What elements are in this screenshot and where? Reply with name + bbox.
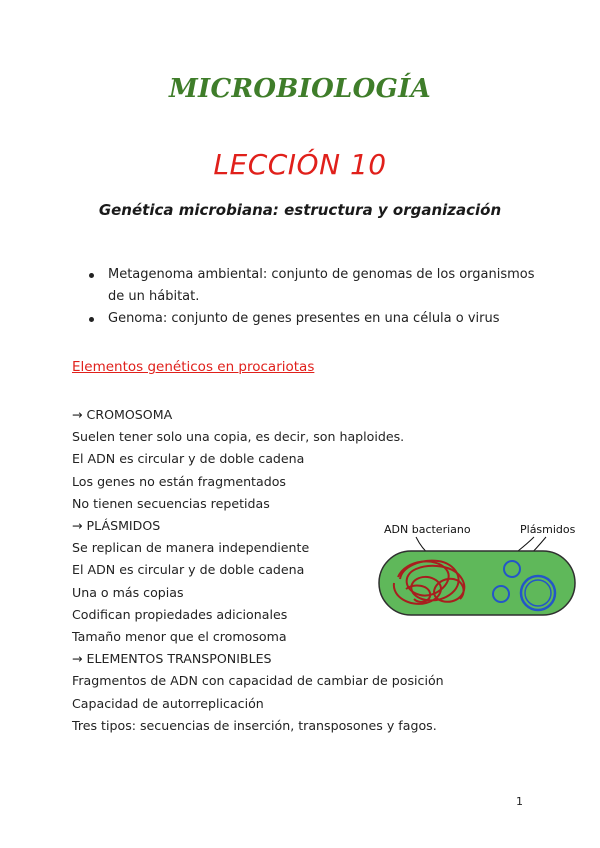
- text-line: Una o más copias: [72, 584, 184, 600]
- lesson-title: LECCIÓN 10: [213, 148, 387, 181]
- text-line: El ADN es circular y de doble cadena: [72, 451, 305, 467]
- text-line: El ADN es circular y de doble cadena: [72, 562, 305, 578]
- section-heading[interactable]: Elementos genéticos en procariotas: [72, 359, 315, 375]
- text-line: Fragmentos de ADN con capacidad de cambiar de posición: [72, 673, 444, 689]
- text-line: Capacidad de autorreplicación: [72, 695, 264, 711]
- text-line: Tamaño menor que el cromosoma: [72, 629, 287, 645]
- list-item: [72, 264, 542, 308]
- bullet-icon: [89, 273, 94, 278]
- label-bacterial-dna: ADN bacteriano: [384, 523, 471, 536]
- text-line: Codifican propiedades adicionales: [72, 606, 288, 622]
- pointer-line-plasmid-2: [518, 537, 534, 551]
- label-plasmids: Plásmidos: [520, 523, 576, 536]
- definition-text: Genoma: conjunto de genes presentes en una célula o virus: [108, 311, 500, 326]
- course-title: MICROBIOLOGÍA: [168, 74, 432, 104]
- text-line: Los genes no están fragmentados: [72, 473, 286, 489]
- page-number: 1: [516, 795, 523, 808]
- text-line: Se replican de manera independiente: [72, 540, 310, 556]
- definitions-list: [72, 264, 542, 330]
- definition-text: Metagenoma ambiental: conjunto de genomas de los organismos de un hábitat.: [108, 267, 535, 304]
- heading-transposable: → ELEMENTOS TRANSPONIBLES: [72, 651, 272, 667]
- text-line: Tres tipos: secuencias de inserción, transposones y fagos.: [72, 717, 437, 733]
- lesson-subtitle: Genética microbiana: estructura y organización: [98, 201, 502, 219]
- heading-plasmids: → PLÁSMIDOS: [72, 518, 161, 534]
- bullet-icon: [89, 317, 94, 322]
- text-line: Suelen tener solo una copia, es decir, son haploides.: [72, 429, 405, 445]
- bacteria-diagram: [376, 519, 586, 619]
- bacteria-svg: [376, 519, 586, 619]
- text-line: No tienen secuencias repetidas: [72, 495, 270, 511]
- heading-chromosome: → CROMOSOMA: [72, 407, 173, 422]
- list-item: [72, 308, 542, 330]
